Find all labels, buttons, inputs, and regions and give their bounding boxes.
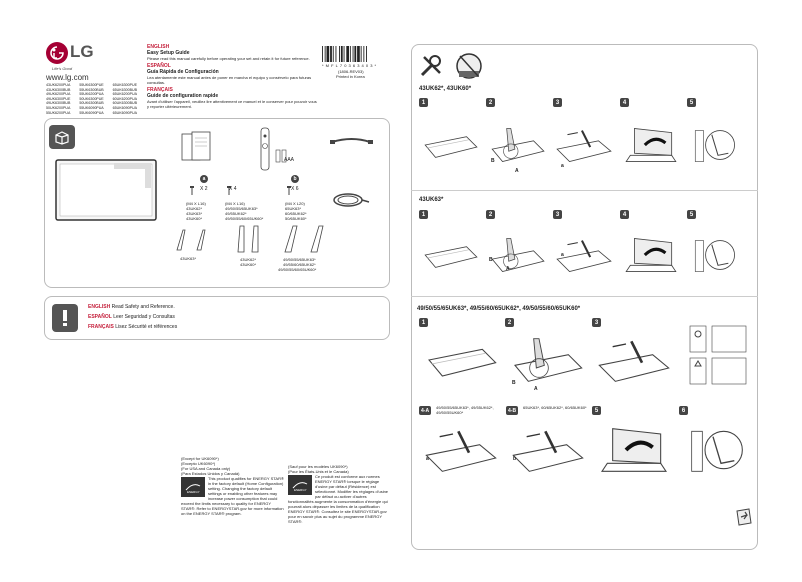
step-badge: 4 bbox=[620, 210, 629, 219]
section2-title: 43UK63* bbox=[419, 197, 444, 203]
model-cell: 65UK6300BUB bbox=[112, 87, 138, 92]
section-divider bbox=[411, 296, 758, 297]
step-illustration bbox=[594, 330, 674, 390]
stand-c-model-2: 49/50/55/60/65UK60* bbox=[278, 267, 317, 272]
screw-b-model-1: 49/55UK62* bbox=[225, 211, 247, 216]
guide-es-text: Lea atentamente este manual antes de poner en marcha el equipo y consérvelo para futuras consultas. bbox=[147, 75, 312, 85]
model-row bbox=[46, 111, 144, 116]
step-badge: 5 bbox=[687, 98, 696, 107]
tv-panel-illustration bbox=[54, 158, 158, 222]
svg-text:ENERGY: ENERGY bbox=[294, 488, 307, 492]
label-b: B bbox=[491, 158, 495, 164]
tools-icon bbox=[417, 51, 445, 81]
stand-c-illustration bbox=[283, 222, 333, 256]
badge-a: a bbox=[561, 163, 564, 169]
step-illustration bbox=[421, 420, 501, 480]
screw-c-model-2: 50/65UK60* bbox=[285, 216, 307, 221]
energy-star-logo-fr-icon bbox=[288, 475, 312, 495]
batteries-label: AAA bbox=[284, 157, 295, 163]
label-b: B bbox=[489, 257, 493, 263]
screw-b-model-0: 49/50/55/65UK63* bbox=[225, 206, 258, 211]
model-cell: 55UK6200PUA bbox=[79, 92, 104, 97]
step-illustration bbox=[421, 330, 501, 390]
guide-en-label: ENGLISH bbox=[147, 44, 170, 50]
screw-a-badge: a bbox=[200, 175, 208, 183]
surface-icon bbox=[455, 51, 483, 81]
energy-fr-note2: (Pour les États-Unis et le Canada) bbox=[288, 469, 349, 474]
screw-a-model-1: 43UK63* bbox=[186, 211, 203, 216]
stand-c-model-1: 49/55/60/65UK62* bbox=[283, 262, 316, 267]
lg-logo-icon bbox=[46, 42, 68, 64]
step-badge: 3 bbox=[592, 318, 601, 327]
stand-a-illustration bbox=[175, 226, 223, 254]
section-divider bbox=[411, 190, 758, 191]
step-badge: 6 bbox=[679, 406, 688, 415]
model-cell: 60UK6200PUA bbox=[112, 96, 138, 101]
step-illustration bbox=[620, 112, 682, 178]
step-badge: 1 bbox=[419, 318, 428, 327]
step-badge: 4 bbox=[620, 98, 629, 107]
stand-b-model-1: 43UK60* bbox=[240, 262, 257, 267]
badge-b: b bbox=[513, 456, 517, 462]
safety-en-label: ENGLISH bbox=[88, 304, 111, 310]
barcode-bars-icon bbox=[322, 46, 384, 62]
model-cell: 65UK6090PUA bbox=[112, 110, 138, 115]
screw-b-spec: (M4 X L16) bbox=[225, 201, 245, 206]
barcode-printed: Printed in Korea bbox=[336, 74, 365, 79]
stand-b-illustration bbox=[234, 224, 274, 256]
step-illustration bbox=[687, 112, 749, 178]
screw-a-spec: (M4 X L16) bbox=[186, 201, 206, 206]
screw-b-group bbox=[225, 183, 275, 221]
model-cell: 50UK6300BUB bbox=[79, 101, 104, 106]
safety-en-text: Read Safety and Reference. bbox=[111, 304, 175, 310]
step-illustration bbox=[620, 222, 682, 288]
model-cell: 43UK6200PUA bbox=[46, 83, 71, 87]
guide-text-block bbox=[147, 44, 317, 109]
step-illustration bbox=[486, 222, 548, 288]
warning-icon bbox=[52, 304, 78, 332]
energy-fr-note1: (Sauf pour les modèles UK6090*) bbox=[288, 464, 348, 469]
svg-text:ENERGY: ENERGY bbox=[187, 490, 200, 494]
model-cell: 55UK6090PUA bbox=[79, 105, 104, 110]
step-badge: 1 bbox=[419, 210, 428, 219]
brand-name: LG bbox=[70, 42, 94, 61]
stand-b-model-0: 43UK62* bbox=[240, 257, 257, 262]
step-illustration bbox=[681, 420, 761, 480]
step-badge: 3 bbox=[553, 98, 562, 107]
step-illustration bbox=[594, 420, 674, 480]
badge-a: a bbox=[561, 252, 564, 258]
power-cable-illustration bbox=[330, 134, 374, 148]
energy-en-note1: (Except for UK6090*) bbox=[181, 456, 219, 461]
step-badge: 5 bbox=[687, 210, 696, 219]
label-a: A bbox=[506, 266, 510, 272]
page-turn-icon bbox=[733, 505, 755, 527]
energy-fr-body: Ce produit est conforme aux normes ENERGY STAR® lorsque le réglage d'usine par défaut (Résidence) est sélectionné. Modifier les réglages d'usine par défaut ou activer d'autres fonctionnalités augmente la consommation d'énergie qui pourrait alors dépasser les limites de la qualification ENERGY STAR®. Consultez le site ENERGYSTAR.gov pour en savoir plus au sujet du programme ENERGY STAR®. bbox=[288, 474, 389, 524]
safety-es-label: ESPAÑOL bbox=[88, 314, 112, 320]
step-badge: 3 bbox=[553, 210, 562, 219]
model-cell: 55UK6200PUA bbox=[46, 110, 71, 115]
label-a: A bbox=[515, 168, 519, 174]
barcode-text: * M F L 7 0 3 6 3 4 0 3 * bbox=[322, 63, 377, 68]
cable-coil-illustration bbox=[330, 190, 370, 210]
stand-a-model: 43UK63* bbox=[180, 256, 197, 261]
energy-star-logo-icon bbox=[181, 477, 205, 497]
model-cell: 50UK6300PUE bbox=[79, 96, 104, 101]
energy-en-note2: (Excepto UK6090*) bbox=[181, 461, 216, 466]
box-contents-icon bbox=[49, 125, 75, 149]
safety-fr-text: Lisez Sécurité et références bbox=[115, 324, 178, 330]
energy-fr-block bbox=[288, 464, 390, 524]
energy-en-note4: (Para Estados Unidos y Canadá) bbox=[181, 471, 240, 476]
guide-en-text: Please read this manual carefully before operating your set and retain it for future reference. bbox=[147, 56, 310, 61]
screw-c-model-1: 60/65UK62* bbox=[285, 211, 307, 216]
section3-title: 49/50/55/65UK63*, 49/55/60/65UK62*, 49/50/55/60/65UK60* bbox=[417, 306, 581, 312]
manuals-illustration bbox=[180, 130, 214, 164]
guide-fr-title: Guide de configuration rapide bbox=[147, 93, 219, 99]
step-badge: 1 bbox=[419, 98, 428, 107]
energy-en-block bbox=[181, 456, 285, 516]
cable-detail-illustration bbox=[682, 322, 752, 388]
safety-en bbox=[88, 304, 175, 310]
model-cell: 55UK6090PUA bbox=[79, 110, 104, 115]
model-cell: 49UK6300BUB bbox=[46, 101, 71, 106]
model-table bbox=[46, 83, 144, 115]
screw-a-group bbox=[186, 175, 222, 221]
screw-c-model-0: 65UK63* bbox=[285, 206, 302, 211]
model-cell: 50UK6200PUA bbox=[46, 105, 71, 110]
step-4a-badge: 4-A bbox=[421, 407, 430, 414]
guide-fr-label: FRANÇAIS bbox=[147, 87, 173, 93]
step-badge: 2 bbox=[486, 210, 495, 219]
screw-c-badge: b bbox=[291, 175, 299, 183]
step-illustration bbox=[419, 112, 481, 178]
website: www.lg.com bbox=[46, 73, 89, 82]
safety-fr bbox=[88, 324, 177, 330]
step-badge: 5 bbox=[592, 406, 601, 415]
screw-a-model-0: 43UK62* bbox=[186, 206, 203, 211]
model-cell: 49UK6200PUA bbox=[46, 92, 71, 97]
screw-c-spec: (M4 X L20) bbox=[285, 201, 305, 206]
screw-c-count: X 6 bbox=[291, 186, 299, 192]
screw-b-count: X 4 bbox=[229, 186, 237, 192]
energy-en-note3: (For USA and Canada only) bbox=[181, 466, 231, 471]
safety-es-text: Leer Seguridad y Consultas bbox=[113, 314, 175, 320]
guide-es-title: Guía Rápida de Configuración bbox=[147, 69, 219, 75]
model-cell: 60UK6300BUB bbox=[112, 101, 138, 106]
barcode bbox=[322, 46, 384, 62]
model-cell: 43UK6300BUB bbox=[46, 87, 71, 92]
badge-a: a bbox=[426, 456, 429, 462]
screw-a-count: X 2 bbox=[200, 186, 208, 192]
step-4b-badge: 4-B bbox=[508, 407, 517, 414]
guide-es-label: ESPAÑOL bbox=[147, 63, 171, 69]
label-a: A bbox=[534, 386, 538, 392]
guide-fr-text: Avant d'utiliser l'appareil, veuillez lire attentivement ce manuel et le conserver pour pouvoir vous y reporter ultérieurement. bbox=[147, 99, 317, 109]
screw-a-model-2: 43UK60* bbox=[186, 216, 203, 221]
barcode-code: (1806-REV03) bbox=[338, 69, 364, 74]
guide-en-title: Easy Setup Guide bbox=[147, 50, 190, 56]
model-cell: 65UK6200PUA bbox=[112, 92, 138, 97]
step-4a-text: 49/50/55/65UK63*, 49/55UK62*, 49/50/55UK60* bbox=[436, 405, 494, 415]
step-badge: 2 bbox=[486, 98, 495, 107]
safety-es bbox=[88, 314, 175, 320]
stand-c-model-0: 49/50/55/65UK63* bbox=[283, 257, 316, 262]
screw-b-model-2: 49/50/55/60/65UK60* bbox=[225, 216, 264, 221]
screw-c-group bbox=[285, 175, 335, 221]
model-cell: 55UK6300BUB bbox=[79, 87, 104, 92]
brand-tagline: Life's Good bbox=[52, 66, 73, 71]
step-illustration bbox=[419, 222, 481, 288]
step-illustration bbox=[687, 222, 749, 288]
model-cell: 49UK6300PUE bbox=[46, 96, 71, 101]
safety-fr-label: FRANÇAIS bbox=[88, 324, 114, 330]
step-illustration bbox=[507, 330, 587, 390]
model-cell: 65UK6300PUE bbox=[112, 83, 138, 87]
label-b: B bbox=[512, 380, 516, 386]
step-badge: 2 bbox=[505, 318, 514, 327]
step-illustration bbox=[508, 420, 588, 480]
energy-en-body: This product qualifies for ENERGY STAR® in the factory default (Home Configuration) setting. Changing the factory default settings or enabling other features may increase power consumption that could exceed the limits necessary to quality for ENERGY STAR®. Refer to ENERGYSTAR.gov for more information on the ENERGY STAR® program. bbox=[181, 476, 284, 516]
section1-title: 43UK62*, 43UK60* bbox=[419, 86, 472, 92]
step-4b-text: 65UK63*, 60/65UK62*, 60/65UK60* bbox=[523, 405, 587, 410]
model-cell: 55UK6300PUE bbox=[79, 83, 104, 87]
model-cell: 65UK6090PUA bbox=[112, 105, 138, 110]
remote-illustration bbox=[258, 126, 272, 172]
